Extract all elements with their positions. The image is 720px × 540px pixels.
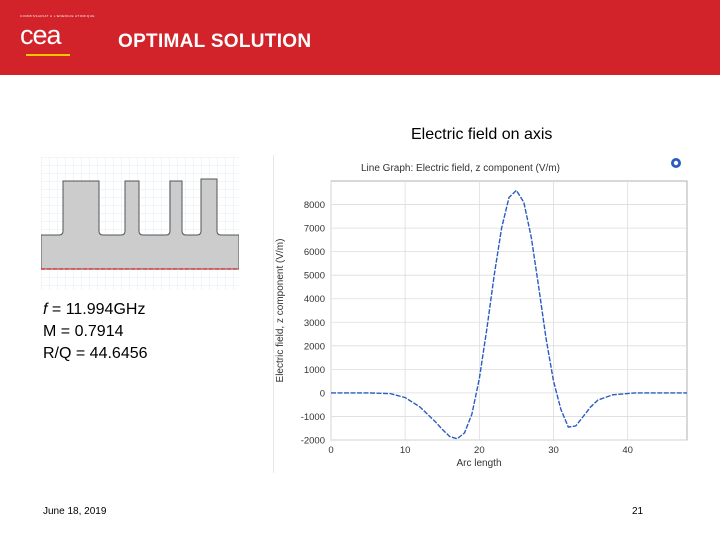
plot-frame <box>331 181 687 440</box>
y-tick-label: 3000 <box>303 317 325 329</box>
slide-title: OPTIMAL SOLUTION <box>118 31 312 52</box>
footer-date: June 18, 2019 <box>43 506 107 517</box>
rq-value: R/Q = 44.6456 <box>43 345 148 362</box>
graph-title: Line Graph: Electric field, z component (V/m) <box>361 163 560 174</box>
y-tick-label: 4000 <box>303 294 325 306</box>
y-axis-label: Electric field, z component (V/m) <box>275 238 286 383</box>
x-axis-label: Arc length <box>456 458 502 469</box>
page-number: 21 <box>632 506 644 517</box>
x-tick-label: 20 <box>474 445 485 456</box>
m-value: M = 0.7914 <box>43 323 124 340</box>
frequency-text: f = 11.994GHz <box>43 301 146 318</box>
y-tick-label: -2000 <box>300 435 325 447</box>
y-tick-label: 8000 <box>303 200 325 212</box>
logo-underline <box>26 54 70 56</box>
comsol-logo-icon[interactable] <box>671 158 681 168</box>
cea-logo <box>20 14 95 60</box>
figure-caption: Electric field on axis <box>411 126 553 143</box>
header-band <box>0 0 720 75</box>
y-tick-label: -1000 <box>300 411 325 423</box>
y-tick-label: 7000 <box>303 223 325 235</box>
logo-small-text: COMMISSARIAT A L'ENERGIE ATOMIQUE <box>20 14 95 18</box>
y-tick-label: 0 <box>319 388 325 400</box>
y-tick-label: 6000 <box>303 247 325 259</box>
x-tick-label: 0 <box>328 445 334 456</box>
logo-text: cea <box>20 20 61 50</box>
parameters-block <box>43 299 148 365</box>
cavity-cross-section-icon <box>41 157 239 290</box>
y-tick-label: 1000 <box>303 364 325 376</box>
x-tick-label: 40 <box>622 445 633 456</box>
x-tick-label: 10 <box>399 445 411 456</box>
y-tick-label: 2000 <box>303 341 325 353</box>
y-tick-label: 5000 <box>303 270 325 282</box>
frequency-value: = 11.994GHz <box>51 301 146 318</box>
electric-field-graph <box>273 155 689 473</box>
x-tick-label: 30 <box>548 445 559 456</box>
